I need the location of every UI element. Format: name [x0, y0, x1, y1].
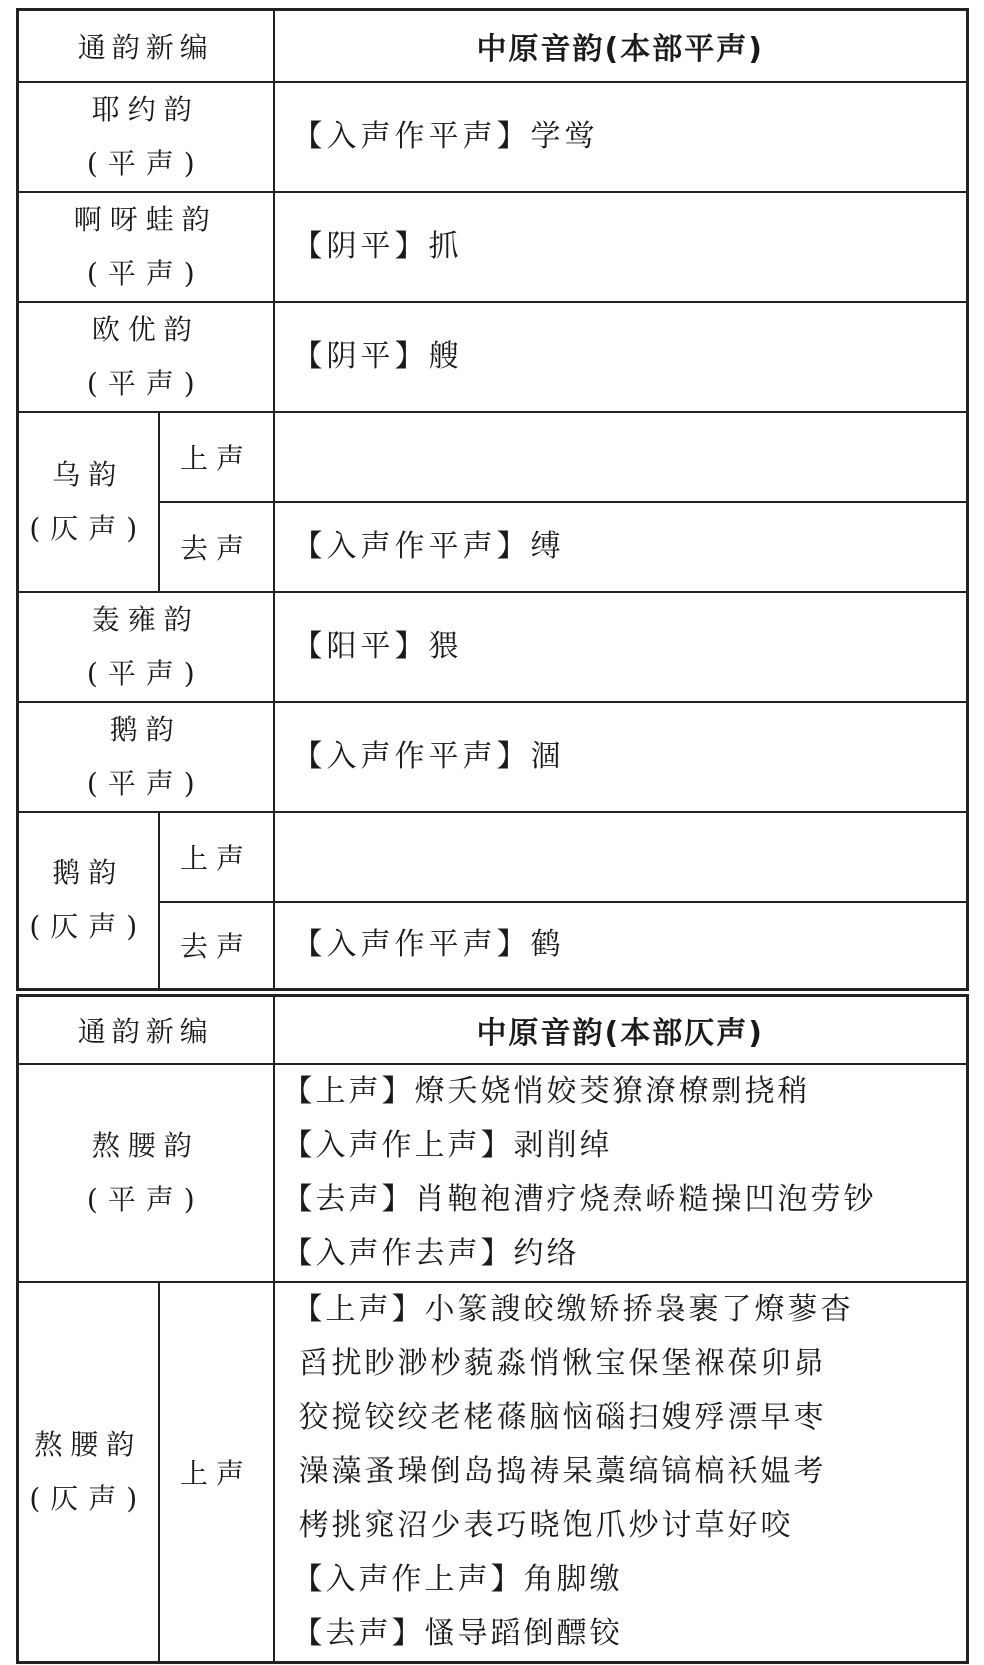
rhyme-content [274, 1064, 968, 1282]
table-row [18, 902, 968, 990]
table-row [18, 1282, 968, 1663]
content-line: 【上声】小篆謏皎缴矫挢袅裹了燎蓼杳 [292, 1291, 854, 1327]
rhyme-name-cell [18, 1064, 274, 1282]
rhyme-name-cell [18, 812, 159, 990]
header-zhongyuan: 中原音韵(本部仄声) [274, 996, 968, 1064]
content-line: 【去声】肖鞄袍漕疗烧焘峤糙操凹泡劳钞 [282, 1181, 877, 1217]
content-line: 狡搅铰绞老栳蓧脑恼碯扫嫂殍漂早枣 [298, 1399, 827, 1435]
rhyme-tone: (平声) [86, 146, 205, 180]
content-line: 舀扰眇渺杪藐淼悄愀宝保堡褓葆卯昴 [298, 1345, 827, 1381]
content-line: 【入声作平声】鹤 [292, 927, 565, 963]
rhyme-name-cell [18, 592, 274, 702]
rhyme-tone: (平声) [86, 1182, 205, 1216]
rhyme-name-cell [18, 412, 159, 592]
tone-label: 去声 [159, 902, 274, 990]
rhyme-name-cell [18, 302, 274, 412]
rhyme-name-cell [18, 82, 274, 192]
rhyme-content [274, 702, 968, 812]
rhyme-tone: (仄声) [29, 910, 148, 944]
table-header-row [18, 10, 968, 82]
table-row [18, 812, 968, 902]
content-line: 【入声作上声】剥削绰 [282, 1127, 613, 1163]
rhyme-content [274, 302, 968, 412]
rhyme-tone: (平声) [86, 366, 205, 400]
rhyme-name: 乌韵 [52, 457, 125, 491]
rhyme-name: 鹅韵 [52, 856, 125, 890]
rhyme-name: 鹅韵 [109, 712, 182, 746]
tone-label: 上声 [159, 412, 274, 502]
rhyme-name-cell [18, 1282, 159, 1663]
content-line: 【入声作去声】约络 [282, 1235, 580, 1271]
rhyme-tone: (平声) [86, 766, 205, 800]
rhyme-tone: (平声) [86, 656, 205, 690]
rhyme-content [274, 192, 968, 302]
table-row [18, 192, 968, 302]
content-line: 【入声作上声】角脚缴 [292, 1561, 623, 1597]
rhyme-tone: (仄声) [29, 1481, 148, 1515]
tone-label: 上声 [159, 1282, 274, 1663]
rhyme-content [274, 1282, 968, 1663]
rhyme-table-ze [16, 994, 969, 1664]
rhyme-name: 啊呀蛙韵 [73, 202, 218, 236]
rhyme-content [274, 812, 968, 902]
content-line: 【入声作平声】学鸴 [292, 118, 599, 154]
content-line: 【阳平】猥 [292, 628, 463, 664]
rhyme-name: 轰雍韵 [91, 602, 200, 636]
rhyme-name: 欧优韵 [91, 312, 200, 346]
table-row [18, 502, 968, 592]
table-row [18, 592, 968, 702]
rhyme-comparison-page [16, 8, 966, 1664]
table-row [18, 702, 968, 812]
content-line: 【入声作平声】缚 [292, 528, 565, 564]
rhyme-content [274, 902, 968, 990]
rhyme-tone: (平声) [86, 256, 205, 290]
rhyme-table-ping [16, 8, 969, 991]
rhyme-tone: (仄声) [29, 511, 148, 545]
header-zhongyuan: 中原音韵(本部平声) [274, 10, 968, 82]
content-line: 【去声】慅导蹈倒醥铰 [292, 1615, 623, 1651]
header-tongyun: 通韵新编 [18, 10, 274, 82]
table-row [18, 302, 968, 412]
content-line: 澡藻蚤璪倒岛捣祷杲藁缟镐槁袄媪考 [298, 1453, 827, 1489]
rhyme-content [274, 592, 968, 702]
content-line: 【阴平】抓 [292, 228, 463, 264]
rhyme-content [274, 82, 968, 192]
tone-label: 去声 [159, 502, 274, 592]
content-line: 栲挑窕沼少表巧晓饱爪炒讨草好咬 [298, 1507, 794, 1543]
header-tongyun: 通韵新编 [18, 996, 274, 1064]
table-header-row [18, 996, 968, 1064]
content-line: 【阴平】艘 [292, 338, 463, 374]
rhyme-name: 耶约韵 [91, 92, 200, 126]
rhyme-name: 熬腰韵 [91, 1128, 200, 1162]
rhyme-content [274, 502, 968, 592]
table-row [18, 1064, 968, 1282]
content-line: 【上声】燎夭娆悄姣茭獠潦橑剽挠稍 [282, 1073, 811, 1109]
rhyme-name-cell [18, 702, 274, 812]
rhyme-name-cell [18, 192, 274, 302]
tone-label: 上声 [159, 812, 274, 902]
rhyme-content [274, 412, 968, 502]
content-line: 【入声作平声】涸 [292, 738, 565, 774]
table-row [18, 82, 968, 192]
rhyme-name: 熬腰韵 [34, 1427, 143, 1461]
table-row [18, 412, 968, 502]
